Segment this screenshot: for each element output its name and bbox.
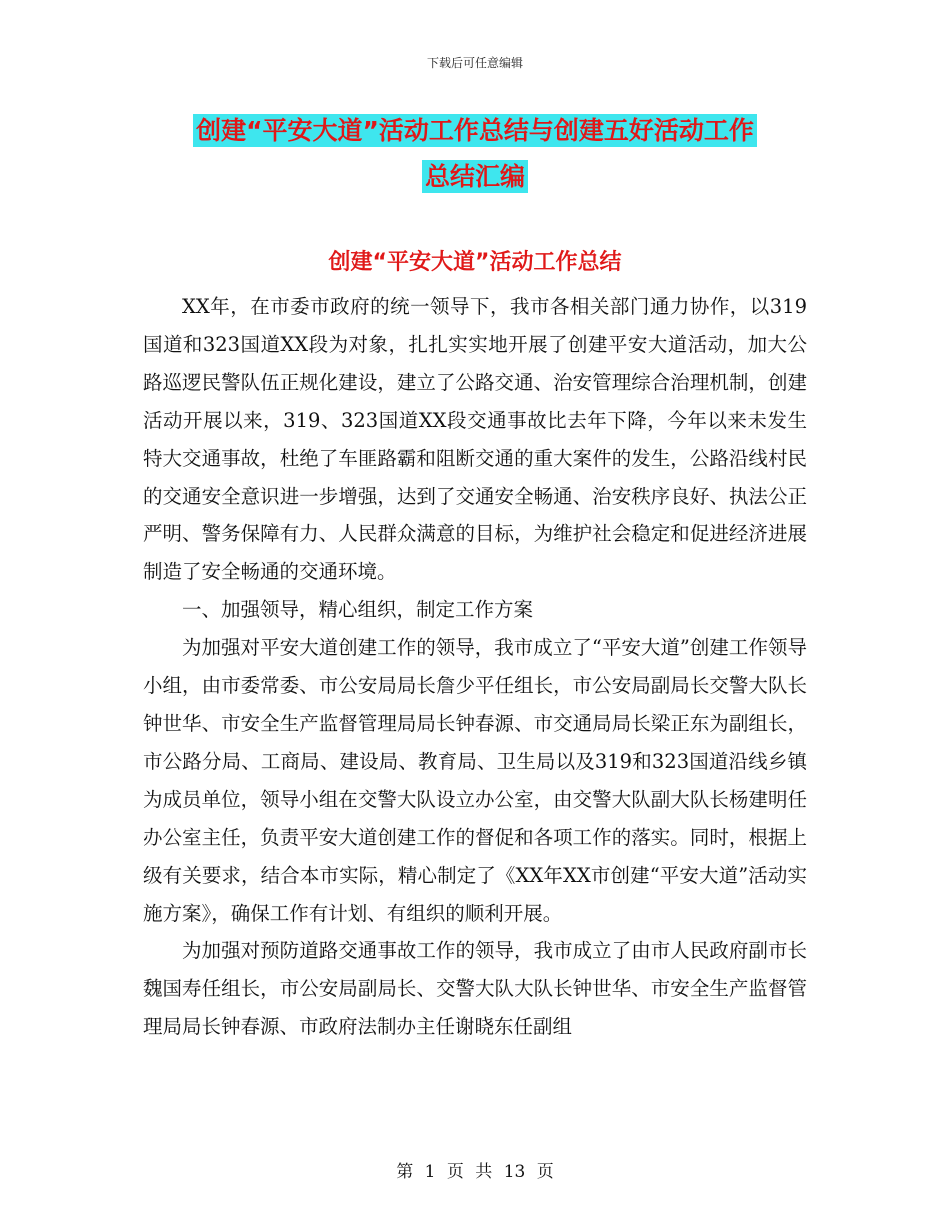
document-title (0, 108, 950, 200)
paragraph: 为加强对预防道路交通事故工作的领导，我市成立了由市人民政府副市长魏国寿任组长，市公安局副局长、交警大队大队长钟世华、市安全生产监督管理局局长钟春源、市政府法制办主任谢晓东任副组 (143, 939, 807, 1039)
paragraph: XX年，在市委市政府的统一领导下，我市各相关部门通力协作，以319国道和323国道XX段为对象，扎扎实实地开展了创建平安大道活动，加大公路巡逻民警队伍正规化建设，建立了公路交通、治安管理综合治理机制，创建活动开展以来，319、323国道XX段交通事故比去年下降，今年以来未发生特大交通事故，杜绝了车匪路霸和阻断交通的重大案件的发生，公路沿线村民的交通安全意识进一步增强，达到了交通安全畅通、治安秩序良好、执法公正严明、警务保障有力、人民群众满意的目标，为维护社会稳定和促进经济进展制造了安全畅通的交通环境。 (143, 295, 807, 584)
section-title: 创建“平安大道”活动工作总结 (328, 250, 622, 275)
body-text (143, 288, 807, 1046)
paragraph: 为加强对平安大道创建工作的领导，我市成立了“平安大道”创建工作领导小组，由市委常委、市公安局局长詹少平任组长，市公安局副局长交警大队长钟世华、市安全生产监督管理局局长钟春源、市交通局局长梁正东为副组长，市公路分局、工商局、建设局、教育局、卫生局以及319和323国道沿线乡镇为成员单位，领导小组在交警大队设立办公室，由交警大队副大队长杨建明任办公室主任，负责平安大道创建工作的督促和各项工作的落实。同时，根据上级有关要求，结合本市实际，精心制定了《XX年XX市创建“平安大道”活动实施方案》，确保工作有计划、有组织的顺利开展。 (143, 636, 807, 925)
page-footer: 第 1 页 共 13 页 (396, 1162, 554, 1182)
title-line-2: 总结汇编 (422, 160, 528, 193)
title-line-1: 创建“平安大道”活动工作总结与创建五好活动工作 (193, 114, 757, 147)
paragraph-heading: 一、加强领导，精心组织，制定工作方案 (182, 598, 534, 622)
page-header-note: 下载后可任意编辑 (426, 56, 523, 70)
